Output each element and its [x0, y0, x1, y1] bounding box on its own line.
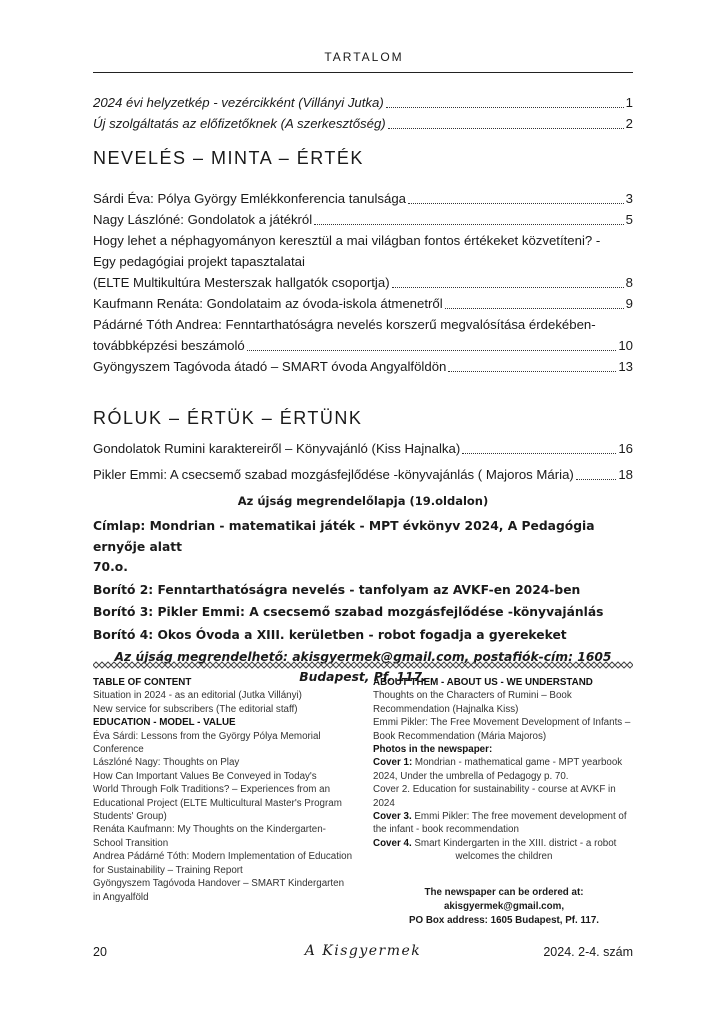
toc-entry	[93, 113, 633, 134]
cover-caption: Borító 4: Okos Óvoda a XIII. kerületben - robot fogadja a gyerekeket	[93, 627, 567, 642]
cover-caption: Címlap: Mondrian - matematikai játék - MPT évkönyv 2024, A Pedagógia ernyője alatt	[93, 519, 595, 554]
english-toc-text: ABOUT THEM - ABOUT US - WE UNDERSTAND	[373, 677, 593, 688]
english-toc-line	[93, 877, 368, 890]
english-toc-line	[93, 689, 368, 702]
english-toc-line	[373, 850, 635, 863]
english-toc-line	[93, 783, 368, 796]
toc-entry-title: Pikler Emmi: A csecsemő szabad mozgásfejlődése -könyvajánlás ( Majoros Mária)	[93, 467, 574, 482]
toc-entry-title: Gondolatok Rumini karaktereiről – Könyvajánló (Kiss Hajnalka)	[93, 441, 461, 456]
toc-entry-page: 9	[625, 296, 633, 311]
toc-entry-page: 5	[625, 212, 633, 227]
english-toc-text: TABLE OF CONTENT	[93, 677, 192, 688]
english-toc-text: EDUCATION - MODEL - VALUE	[93, 717, 236, 729]
english-toc-text: Cover 2. Education for sustainability - course at AVKF in	[373, 784, 616, 796]
toc-entry-title: továbbképzési beszámoló	[93, 338, 245, 353]
english-toc-text: Thoughts on the Characters of Rumini – Book	[373, 690, 572, 702]
toc-entry	[93, 335, 633, 356]
english-toc-line	[93, 743, 368, 756]
english-toc-line	[373, 743, 635, 756]
toc-entry	[93, 209, 633, 230]
toc-entry-page: 13	[618, 359, 633, 374]
toc-entry-page: 18	[618, 467, 633, 482]
english-toc-line	[373, 703, 635, 716]
english-toc-line	[93, 676, 368, 689]
english-toc-lead: Cover 1:	[373, 757, 413, 769]
dot-leader	[462, 453, 616, 454]
order-note: Az újság megrendelhető: akisgyermek@gmail.com, postafiók-cím: 1605 Budapest, Pf. 117.	[114, 650, 612, 684]
toc-entry-line: Hogy lehet a néphagyományon keresztül a mai világban fontos értékeket közvetíteni? -	[93, 233, 601, 248]
toc-section-1	[93, 188, 633, 377]
english-toc-line	[93, 716, 368, 729]
english-toc-line	[93, 756, 368, 769]
english-toc-text: Educational Project (ELTE Multicultural Master's Program	[93, 797, 342, 809]
english-toc-text: 2024, Under the umbrella of Pedagogy p. 70.	[373, 770, 569, 782]
dot-leader	[445, 308, 624, 309]
english-toc-text: Éva Sárdi: Lessons from the György Pólya Memorial	[93, 730, 321, 742]
toc-entry	[93, 438, 633, 459]
cover-caption: 70.o.	[93, 560, 128, 574]
english-toc-line	[93, 770, 368, 783]
english-toc-text: Recommendation (Hajnalka Kiss)	[373, 703, 519, 715]
issue-label: 2024. 2-4. szám	[543, 945, 633, 959]
toc-entry-page: 10	[618, 338, 633, 353]
english-toc-line	[373, 783, 635, 796]
toc-entry-line: Egy pedagógiai projekt tapasztalatai	[93, 254, 305, 269]
english-toc-text: Smart Kindergarten in the XIII. district - a robot	[411, 837, 617, 849]
english-toc-line	[93, 810, 368, 823]
toc-entry-title: (ELTE Multikultúra Mesterszak hallgatók csoportja)	[93, 275, 390, 290]
english-toc-line	[373, 689, 635, 702]
english-toc-text: School Transition	[93, 837, 169, 849]
cover-caption: Borító 3: Pikler Emmi: A csecsemő szabad mozgásfejlődése -könyvajánlás	[93, 605, 604, 619]
toc-entry	[93, 464, 633, 485]
toc-entry-page: 1	[625, 95, 633, 110]
toc-entry-title: Gyöngyszem Tagóvoda átadó – SMART óvoda Angyalföldön	[93, 359, 447, 374]
english-toc-line	[373, 810, 635, 823]
english-toc-line	[93, 850, 368, 863]
toc-entry	[93, 92, 633, 113]
english-toc-line	[93, 864, 368, 877]
english-toc-line	[93, 891, 368, 904]
english-toc-text: Andrea Pádárné Tóth: Modern Implementation of Education	[93, 851, 353, 863]
toc-entry	[93, 188, 633, 209]
english-toc-line	[93, 797, 368, 810]
english-toc-line	[93, 730, 368, 743]
english-toc-text: Situation in 2024 - as an editorial (Jutka Villányi)	[93, 690, 302, 702]
english-toc-line	[373, 837, 635, 850]
dot-leader	[408, 203, 624, 204]
english-toc-text: in Angyalföld	[93, 891, 149, 903]
toc-intro	[93, 92, 633, 134]
toc-entry-page: 8	[625, 275, 633, 290]
toc-entry-page: 3	[625, 191, 633, 206]
toc-entry	[93, 356, 633, 377]
english-toc-text: How Can Important Values Be Conveyed in Today's	[93, 770, 317, 782]
covers-block	[93, 492, 633, 687]
english-toc-line	[93, 703, 368, 716]
english-toc-line	[373, 797, 635, 810]
english-toc-lead: Cover 4.	[373, 837, 412, 849]
english-toc-line	[373, 823, 635, 836]
english-toc-line	[373, 770, 635, 783]
header-rule	[93, 72, 633, 73]
english-toc-text: Renáta Kaufmann: My Thoughts on the Kindergarten-	[93, 824, 326, 836]
english-toc-line	[373, 730, 635, 743]
english-order-line: The newspaper can be ordered at:	[424, 887, 584, 898]
english-toc-text: Students' Group)	[93, 811, 167, 823]
english-toc-text: 2024	[373, 797, 395, 809]
english-toc-text: welcomes the children	[455, 851, 553, 863]
toc-entry	[93, 293, 633, 314]
english-toc-text: the infant - book recommendation	[373, 824, 519, 836]
page-number: 20	[93, 945, 107, 959]
english-toc-text: World Through Folk Traditions? – Experiences from an	[93, 784, 331, 796]
toc-entry-line: Pádárné Tóth Andrea: Fenntarthatóságra nevelés korszerű megvalósítása érdekében-	[93, 317, 596, 332]
toc-entry-title: Nagy Lászlóné: Gondolatok a játékról	[93, 212, 313, 227]
dot-leader	[392, 287, 624, 288]
english-toc-text: New service for subscribers (The editorial staff)	[93, 703, 298, 715]
english-toc-text: Book Recommendation (Mária Majoros)	[373, 730, 547, 742]
wave-divider	[93, 660, 633, 670]
toc-entry-title: Sárdi Éva: Pólya György Emlékkonferencia tanulsága	[93, 191, 406, 206]
english-toc-line	[93, 837, 368, 850]
dot-leader	[448, 371, 616, 372]
toc-entry-page: 16	[618, 441, 633, 456]
english-toc-line	[93, 823, 368, 836]
english-toc-text: for Sustainability – Training Report	[93, 864, 243, 876]
section-heading-1: NEVELÉS – MINTA – ÉRTÉK	[93, 148, 364, 168]
toc-entry-title: Új szolgáltatás az előfizetőknek (A szerkesztőség)	[93, 116, 386, 131]
english-toc-text: Mondrian - mathematical game - MPT yearbook	[412, 757, 623, 769]
toc-entry-title: 2024 évi helyzetkép - vezércikként (Villányi Jutka)	[93, 95, 384, 110]
toc-entry	[93, 272, 633, 293]
toc-section-2	[93, 438, 633, 485]
english-toc-right	[373, 676, 635, 864]
english-toc-text: Emmi Pikler: The Free Movement Development of Infants –	[373, 717, 631, 729]
english-order-line: akisgyermek@gmail.com,	[443, 901, 565, 912]
english-toc-left	[93, 676, 368, 904]
english-toc-line	[373, 756, 635, 769]
magazine-brand: A Kisgyermek	[304, 943, 422, 959]
section-heading-2: RÓLUK – ÉRTÜK – ÉRTÜNK	[93, 408, 363, 428]
order-form-reference: Az újság megrendelőlapja (19.oldalon)	[237, 494, 489, 508]
page-footer	[93, 945, 633, 965]
english-toc-text: Gyöngyszem Tagóvoda Handover – SMART Kindergarten	[93, 878, 345, 890]
english-toc-line	[373, 676, 635, 689]
english-toc-text: Lászlóné Nagy: Thoughts on Play	[93, 757, 240, 769]
english-toc-text: Photos in the newspaper:	[373, 744, 493, 756]
english-toc-lead: Cover 3.	[373, 811, 412, 823]
dot-leader	[314, 224, 623, 225]
cover-caption: Borító 2: Fenntarthatóságra nevelés - tanfolyam az AVKF-en 2024-ben	[93, 582, 581, 597]
english-toc-line	[373, 716, 635, 729]
english-toc-text: Emmi Pikler: The free movement development of	[411, 811, 627, 823]
dot-leader	[388, 128, 624, 129]
english-order-info	[373, 886, 635, 928]
toc-entry-page: 2	[625, 116, 633, 131]
toc-entry-title: Kaufmann Renáta: Gondolataim az óvoda-iskola átmenetről	[93, 296, 443, 311]
header-title: TARTALOM	[324, 50, 404, 64]
dot-leader	[576, 479, 617, 480]
dot-leader	[247, 350, 617, 351]
dot-leader	[386, 107, 624, 108]
english-toc-text: Conference	[93, 744, 144, 756]
english-order-line: PO Box address: 1605 Budapest, Pf. 117.	[408, 915, 600, 926]
